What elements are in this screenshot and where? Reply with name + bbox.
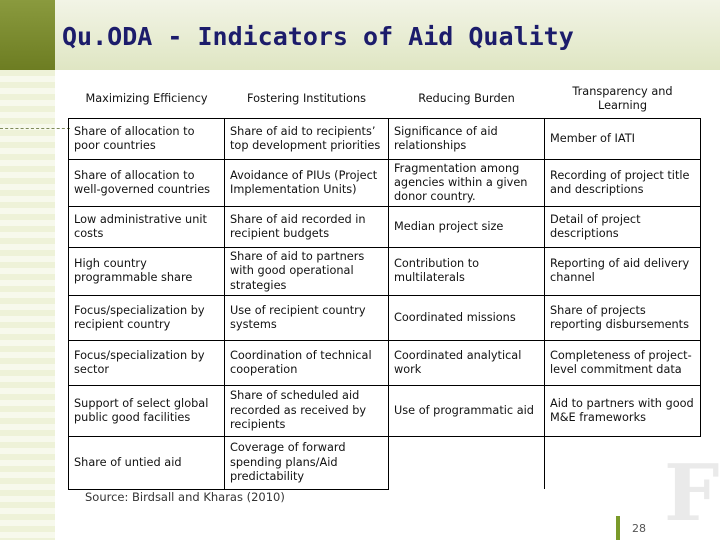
column-header-transparency-learning: Transparency and Learning (545, 80, 701, 119)
table-cell: High country programmable share (69, 248, 225, 295)
table-cell: Coordinated analytical work (389, 340, 545, 385)
table-cell: Use of recipient country systems (225, 295, 389, 340)
table-row (69, 385, 701, 436)
table-cell: Focus/specialization by sector (69, 340, 225, 385)
indicators-table (68, 80, 701, 490)
table-cell: Share of aid to partners with good operational strategies (225, 248, 389, 295)
table-row (69, 207, 701, 248)
table-cell: Median project size (389, 207, 545, 248)
table-cell: Recording of project title and descriptions (545, 160, 701, 207)
table-row (69, 340, 701, 385)
table-cell: Share of allocation to poor countries (69, 119, 225, 160)
table-cell: Contribution to multilaterals (389, 248, 545, 295)
table-cell: Coordination of technical cooperation (225, 340, 389, 385)
table-row (69, 295, 701, 340)
table-cell-empty (389, 436, 545, 489)
table-cell: Reporting of aid delivery channel (545, 248, 701, 295)
table-cell: Share of aid recorded in recipient budgets (225, 207, 389, 248)
table-cell: Completeness of project-level commitment data (545, 340, 701, 385)
table-cell: Share of aid to recipients’ top development priorities (225, 119, 389, 160)
table-row (69, 248, 701, 295)
table-cell: Share of untied aid (69, 436, 225, 489)
table-cell: Coverage of forward spending plans/Aid predictability (225, 436, 389, 489)
table-cell: Aid to partners with good M&E frameworks (545, 385, 701, 436)
table-header-row (69, 80, 701, 119)
table-row (69, 119, 701, 160)
column-header-maximizing-efficiency: Maximizing Efficiency (69, 80, 225, 119)
decorative-dashed-line (0, 128, 70, 129)
table-cell: Avoidance of PIUs (Project Implementation Units) (225, 160, 389, 207)
table-cell: Coordinated missions (389, 295, 545, 340)
table-cell: Use of programmatic aid (389, 385, 545, 436)
table-cell: Fragmentation among agencies within a given donor country. (389, 160, 545, 207)
column-header-reducing-burden: Reducing Burden (389, 80, 545, 119)
slide-title: Qu.ODA - Indicators of Aid Quality (62, 22, 574, 51)
table-cell: Share of allocation to well-governed countries (69, 160, 225, 207)
table-cell: Focus/specialization by recipient country (69, 295, 225, 340)
table-row (69, 160, 701, 207)
left-decorative-strip (0, 70, 55, 540)
table-cell: Share of scheduled aid recorded as received by recipients (225, 385, 389, 436)
table-cell: Low administrative unit costs (69, 207, 225, 248)
column-header-fostering-institutions: Fostering Institutions (225, 80, 389, 119)
logo-watermark-icon: F (664, 448, 720, 539)
page-number-accent-bar (616, 516, 620, 540)
table-row (69, 436, 701, 489)
source-citation: Source: Birdsall and Kharas (2010) (85, 490, 285, 504)
table-cell: Member of IATI (545, 119, 701, 160)
corner-decoration (0, 0, 55, 70)
table-cell: Detail of project descriptions (545, 207, 701, 248)
page-number: 28 (632, 522, 646, 535)
table-cell: Share of projects reporting disbursements (545, 295, 701, 340)
table-cell: Support of select global public good facilities (69, 385, 225, 436)
table-cell: Significance of aid relationships (389, 119, 545, 160)
